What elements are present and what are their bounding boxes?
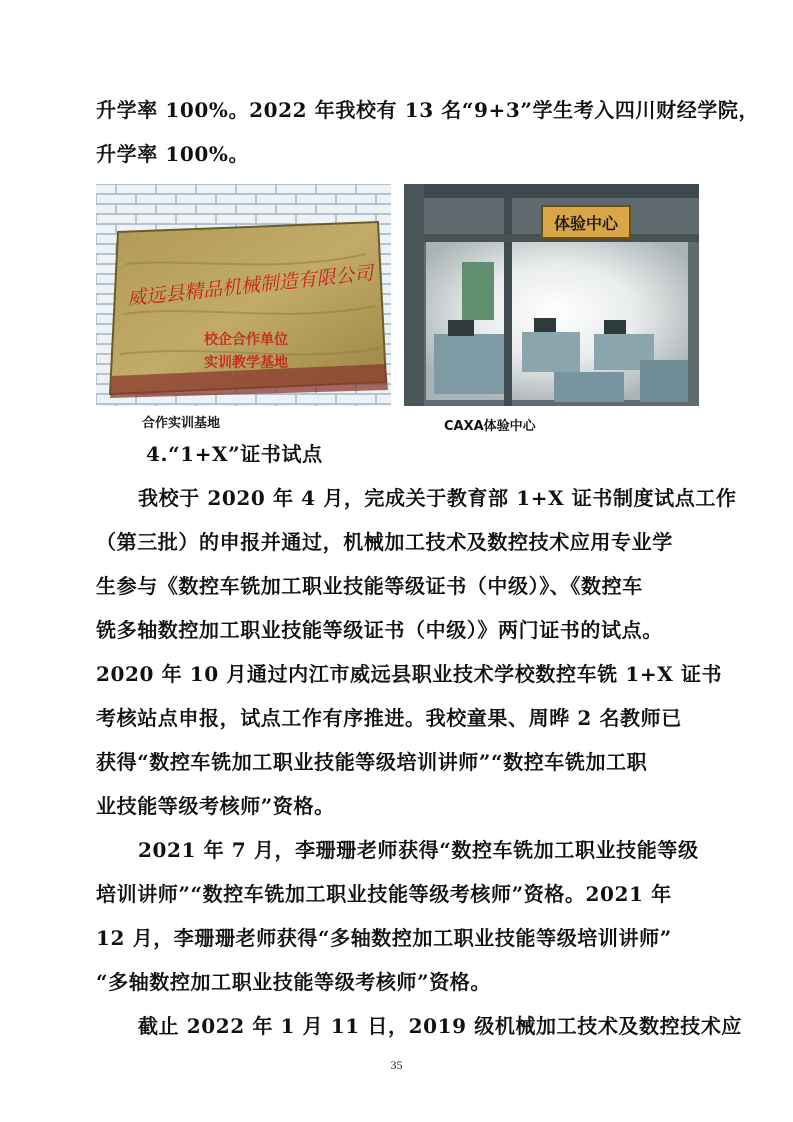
plaque-photo-image xyxy=(96,184,391,406)
section-heading: 4.“1+X”证书试点 xyxy=(146,442,323,466)
body-line: 升学率 100%。2022 年我校有 13 名“9+3”学生考入四川财经学院， xyxy=(96,98,760,122)
paragraph-line: 培训讲师”“数控车铣加工职业技能等级考核师”资格。2021 年 xyxy=(96,882,672,906)
body-line: 升学率 100%。 xyxy=(96,142,250,166)
paragraph-line: “多轴数控加工职业技能等级考核师”资格。 xyxy=(96,970,492,994)
paragraph-line: 生参与《数控车铣加工职业技能等级证书（中级）》、《数控车 xyxy=(96,574,643,598)
lab-photo-image xyxy=(404,184,699,406)
photo-caxa-center xyxy=(404,184,699,406)
paragraph-line: 12 月，李珊珊老师获得“多轴数控加工职业技能等级培训讲师” xyxy=(96,926,672,950)
paragraph-line: 2021 年 7 月，李珊珊老师获得“数控车铣加工职业技能等级 xyxy=(138,838,699,862)
figure-caption-right: CAXA体验中心 xyxy=(444,419,536,434)
plaque-title-text: 威远县精品机械制造有限公司 xyxy=(126,262,375,310)
paragraph-line: 业技能等级考核师”资格。 xyxy=(96,794,335,818)
paragraph-line: 获得“数控车铣加工职业技能等级培训讲师”“数控车铣加工职 xyxy=(96,750,648,774)
plaque-line1-text: 校企合作单位 xyxy=(204,332,288,348)
paragraph-line: （第三批）的申报并通过，机械加工技术及数控技术应用专业学 xyxy=(96,530,673,554)
paragraph-line: 考核站点申报，试点工作有序推进。我校童果、周晔 2 名教师已 xyxy=(96,706,682,730)
sign-text: 体验中心 xyxy=(553,214,619,233)
page-number: 35 xyxy=(390,1058,403,1072)
paragraph-line: 2020 年 10 月通过内江市威远县职业技术学校数控车铣 1+X 证书 xyxy=(96,662,723,686)
paragraph-line: 我校于 2020 年 4 月，完成关于教育部 1+X 证书制度试点工作 xyxy=(138,486,737,510)
photo-cooperation-base xyxy=(96,184,391,406)
paragraph-line: 铣多轴数控加工职业技能等级证书（中级）》两门证书的试点。 xyxy=(96,618,663,642)
paragraph-line: 截止 2022 年 1 月 11 日，2019 级机械加工技术及数控技术应 xyxy=(138,1014,743,1038)
figure-caption-left: 合作实训基地 xyxy=(142,416,221,431)
plaque-line2-text: 实训教学基地 xyxy=(204,355,288,371)
